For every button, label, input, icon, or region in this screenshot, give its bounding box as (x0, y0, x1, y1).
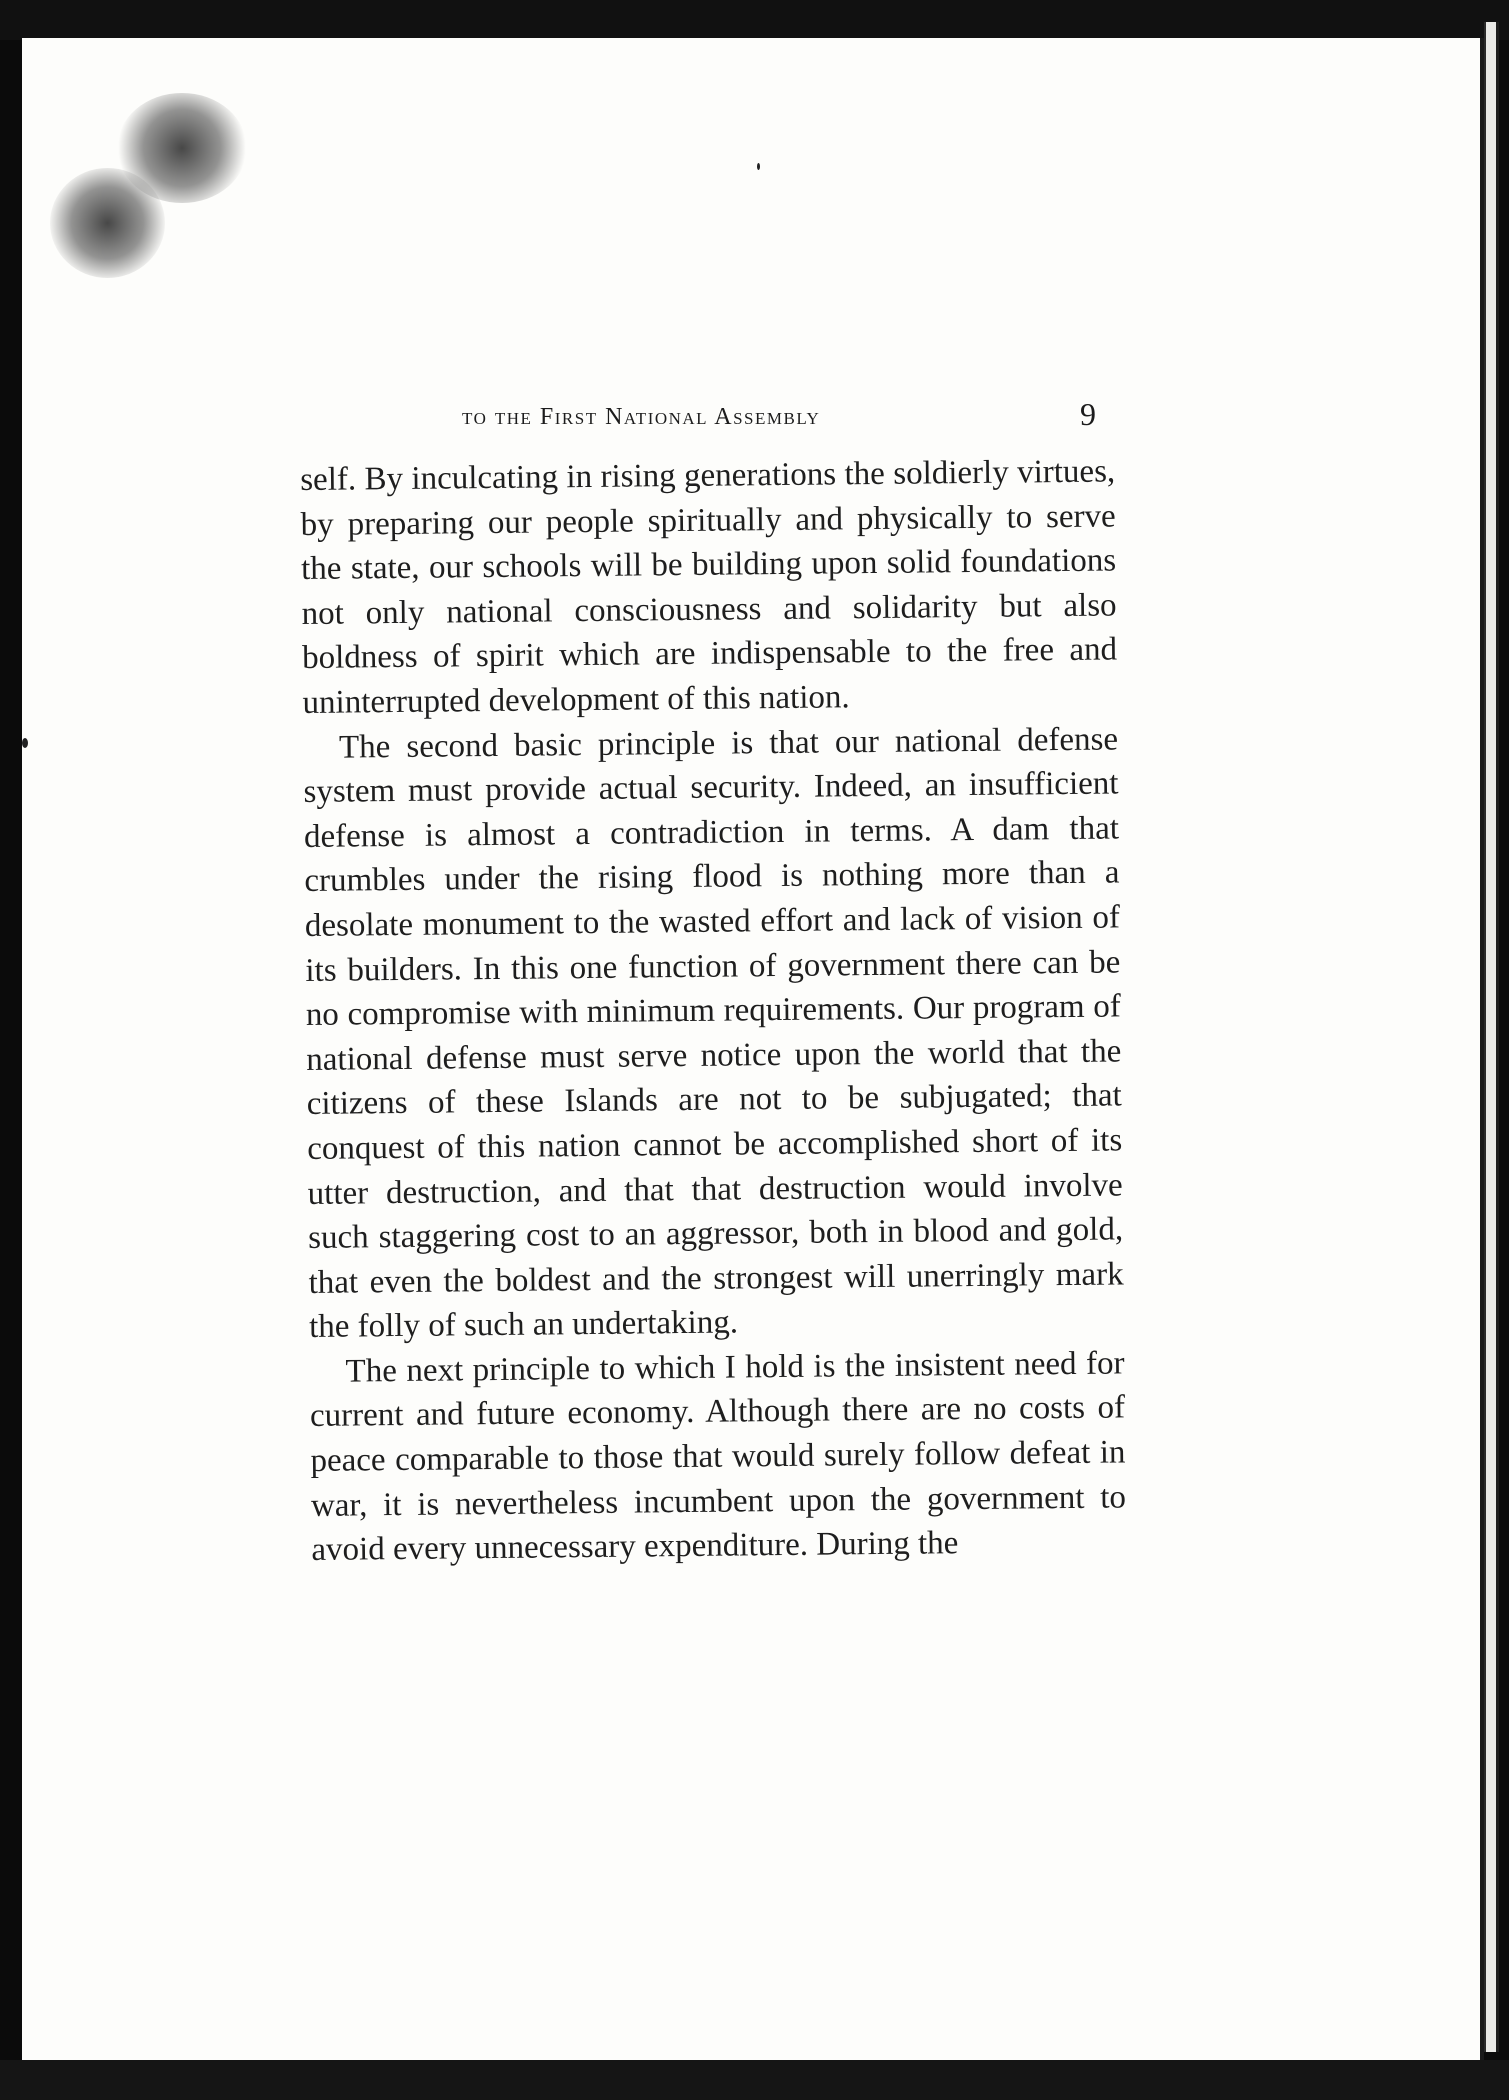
page-number: 9 (1080, 396, 1096, 432)
scan-top-border (0, 0, 1509, 40)
body-text (300, 449, 1127, 1572)
speck (757, 163, 760, 170)
page-edge (1484, 22, 1499, 2052)
scan-bottom-border (0, 2060, 1509, 2100)
running-head: to the First National Assembly (462, 404, 821, 430)
ink-smudge (50, 168, 165, 278)
document-page (22, 38, 1484, 2060)
paragraph: The next principle to which I hold is the insistent need for current and future economy. Although there are no costs of peace comparable to those that would surely follow defeat in war, it is nevertheless incumbent upon the government to avoid every unnecessary expenditure. During the (309, 1345, 1127, 1569)
paragraph: The second basic principle is that our national defense system must provide actual security. Indeed, an insufficient defense is almost a contradiction in terms. A dam that crumbles under the rising flood is nothing more than a desolate monument to the wasted effort and lack of vision of its builders. In this one function of government there can be no compromise with minimum requirements. Our program of national defense must serve notice upon the world that the citizens of these Islands are not to be subjugated; that conquest of this nation cannot be accomplished short of its utter destruction, and that that destruction would involve such staggering cost to an aggressor, both in blood and gold, that even the boldest and the strongest will unerringly mark the folly of such an undertaking. (303, 721, 1124, 1346)
paragraph: self. By inculcating in rising generations the soldierly virtues, by preparing our people spiritually and physically to serve the state, our schools will be building upon solid foundations not only national consciousness and solidarity but also boldness of spirit which are indispensable to the free and uninterrupted development of this nation. (300, 453, 1118, 721)
speck (22, 738, 28, 748)
